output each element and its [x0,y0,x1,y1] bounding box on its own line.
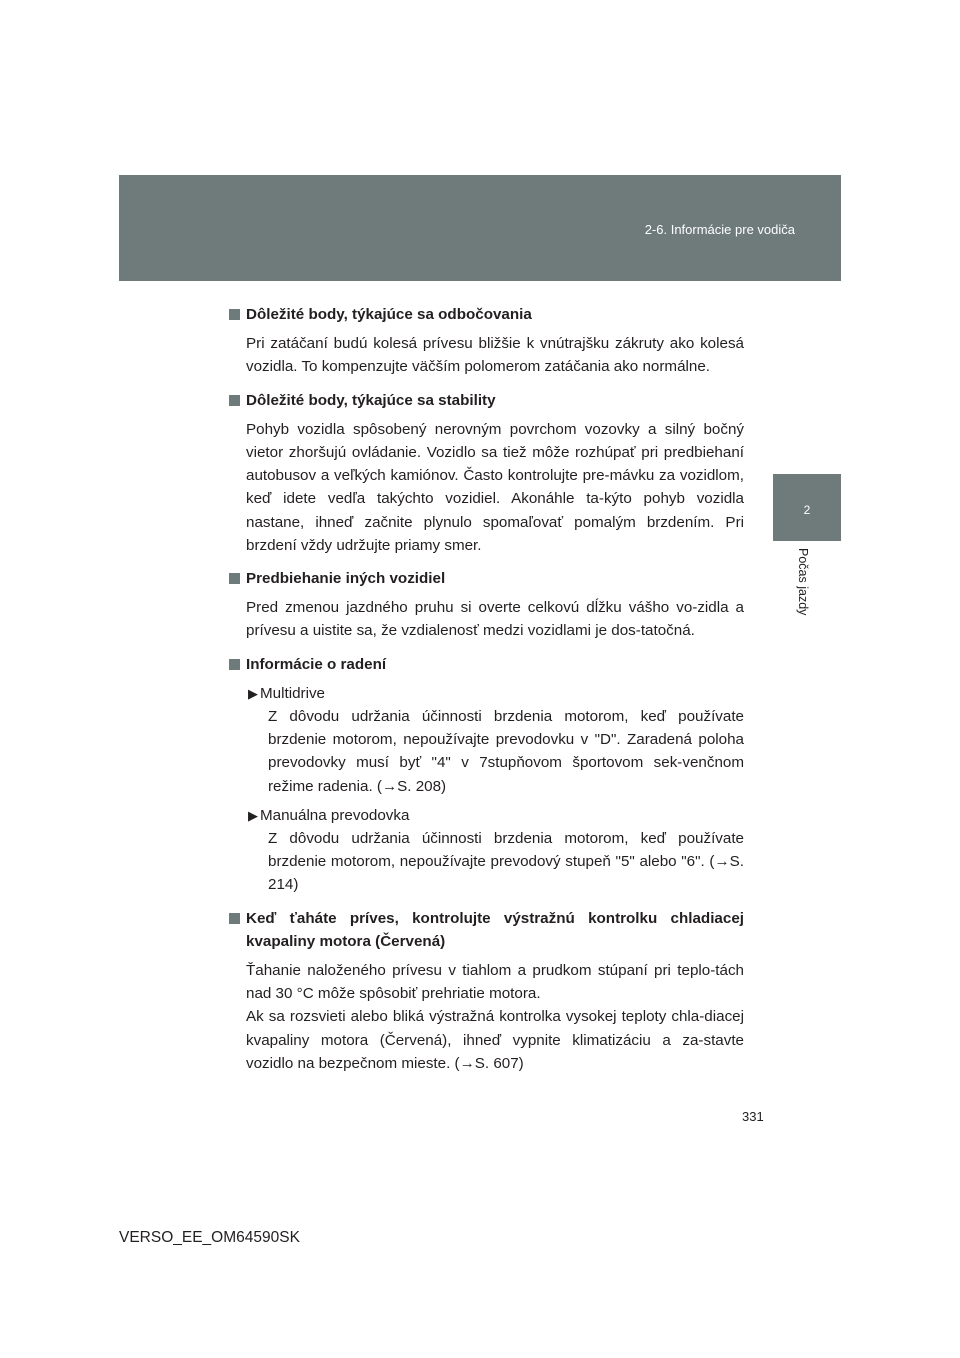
section-paragraph: Pri zatáčaní budú kolesá prívesu bližšie k vnútrajšku zákruty ako kolesá vozidla. To kompenzujte väčším polomerom zatáčania ako normálne. [246,335,744,376]
header-band [119,175,841,281]
section-heading: Informácie o radení [229,653,744,676]
subitem-manual [246,804,744,897]
section-paragraph: Pohyb vozidla spôsobený nerovným povrchom vozovky a silný bočný vietor zhoršujú ovládanie. Vozidlo sa tiež môže rozhúpať pri predbiehaní autobusov a veľkých kamiónov. Často kontrolujte pre-mávku za vozidlom, keď idete vedľa takýchto vozidiel. Akonáhle ta-kýto pohyb vozidla nastane, ihneď začnite plynulo spomaľovať pomalým brzdením. Pri brzdení vždy udržujte priamy smer. [246,420,744,554]
section-stability [229,389,744,557]
subitem-title: Manuálna prevodovka [260,806,410,824]
section-paragraph: Ťahanie naloženého prívesu v tiahlom a prudkom stúpaní pri teplo-tách nad 30 °C môže spôsobiť prehriatie motora. [246,962,744,1003]
square-bullet-icon [229,573,240,584]
section-paragraph: Pred zmenou jazdného pruhu si overte celkovú dĺžku vášho vo-zidla a prívesu a uistite sa, že vzdialenosť medzi vozidlami je dos-tatočná. [246,599,744,640]
square-bullet-icon [229,659,240,670]
chapter-number: 2 [803,503,811,517]
section-paragraph: Ak sa rozsvieti alebo bliká výstražná kontrolka vysokej teploty chla-diacej kvapaliny motora (Červená), ihneď vypnite klimatizáciu a za-stavte vozidlo na bezpečnom mieste. (→S. 607) [246,1008,744,1072]
section-heading: Dôležité body, týkajúce sa odbočovania [229,303,744,326]
section-turning [229,303,744,379]
section-title: 2-6. Informácie pre vodiča [644,222,795,237]
subitem-body: Z dôvodu udržania účinnosti brzdenia motorom, keď používate brzdenie motorom, nepoužívajte prevodový stupeň "5" alebo "6". (→S. 214) [268,830,744,894]
section-heading: Keď ťaháte príves, kontrolujte výstražnú kontrolku chladiacej kvapaliny motora (Červená) [229,907,744,953]
subitem-body: Z dôvodu udržania účinnosti brzdenia motorom, keď používate brzdenie motorom, nepoužívajte prevodovku v "D". Zaradená poloha prevodovky musí byť "4" v 7stupňovom športovom sek-venčnom režime radenia. (→S. 208) [268,708,744,795]
section-overtaking [229,567,744,643]
section-heading: Dôležité body, týkajúce sa stability [229,389,744,412]
chapter-label: Počas jazdy [796,548,810,616]
square-bullet-icon [229,395,240,406]
page-number: 331 [742,1109,764,1124]
square-bullet-icon [229,309,240,320]
subitem-multidrive [246,682,744,798]
chapter-tab [773,474,841,541]
page-content [229,303,744,1085]
document-code: VERSO_EE_OM64590SK [119,1229,300,1246]
triangle-bullet-icon: ▶ [248,807,258,823]
section-heading: Predbiehanie iných vozidiel [229,567,744,590]
square-bullet-icon [229,913,240,924]
triangle-bullet-icon: ▶ [248,685,258,701]
subitem-title: Multidrive [260,684,325,702]
section-shifting [229,653,744,897]
section-coolant-warning [229,907,744,1075]
